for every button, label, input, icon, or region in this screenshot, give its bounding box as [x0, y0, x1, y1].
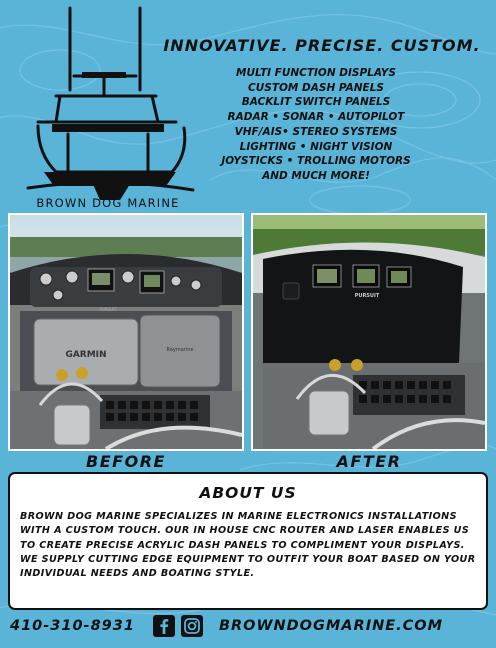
service-item: MULTI FUNCTION DISPLAYS	[236, 67, 396, 79]
before-caption: BEFORE	[86, 452, 166, 471]
social-links	[153, 615, 203, 637]
footer	[8, 611, 488, 641]
instagram-icon[interactable]	[181, 615, 203, 637]
service-item: AND MUCH MORE!	[262, 169, 370, 182]
before-photo	[8, 213, 244, 451]
after-photo	[251, 213, 487, 451]
phone-number[interactable]: 410-310-8931	[10, 618, 135, 634]
headline: INNOVATIVE. PRECISE. CUSTOM.	[163, 36, 481, 55]
brand-name: BROWN DOG MARINE	[36, 196, 180, 210]
pursuit-label: PURSUIT	[99, 307, 117, 312]
service-item: RADAR • SONAR • AUTOPILOT	[227, 111, 405, 124]
about-title: ABOUT US	[199, 484, 297, 502]
website-link[interactable]: BROWNDOGMARINE.COM	[218, 618, 444, 634]
service-item: JOYSTICKS • TROLLING MOTORS	[221, 155, 411, 168]
service-item: CUSTOM DASH PANELS	[248, 81, 384, 94]
services-list	[196, 66, 436, 184]
after-caption: AFTER	[336, 452, 402, 471]
facebook-icon[interactable]	[153, 615, 175, 637]
service-item: BACKLIT SWITCH PANELS	[241, 96, 391, 109]
about-body: BROWN DOG MARINE SPECIALIZES IN MARINE ELECTRONICS INSTALLATIONS WITH A CUSTOM TOUCH. OUR IN HOUSE CNC ROUTER AND LASER ENABLES US TO CREATE PRECISE ACRYLIC DASH PANELS TO COMPLIMENT YOUR DISPLAYS. WE SUPPLY CUTTING EDGE EQUIPMENT TO OUTFIT YOUR BOAT BASED ON YOUR INDIVIDUAL NEEDS AND BOATING STYLE.	[20, 511, 476, 580]
garmin-label: GARMIN	[65, 350, 107, 360]
about-panel	[8, 472, 488, 610]
service-item: VHF/AIS• STEREO SYSTEMS	[234, 125, 398, 138]
raymarine-label: Raymarine	[166, 347, 194, 353]
service-item: LIGHTING • NIGHT VISION	[239, 140, 393, 153]
pursuit-label: PURSUIT	[354, 293, 380, 299]
